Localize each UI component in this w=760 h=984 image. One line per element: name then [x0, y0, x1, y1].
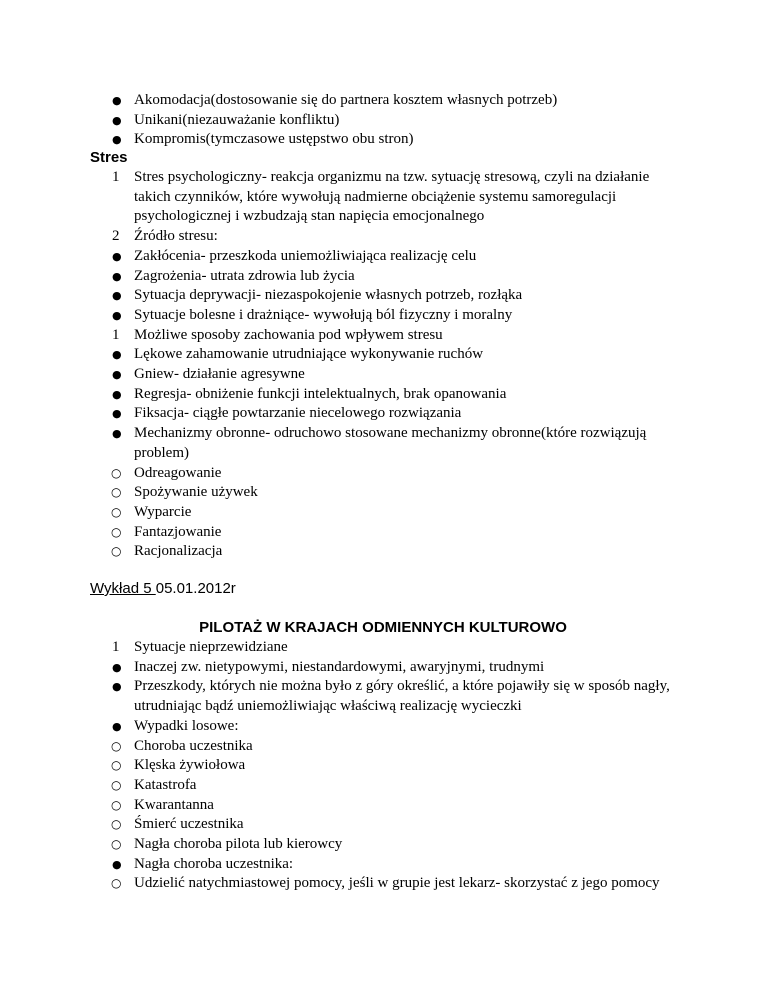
bullet-icon: ● [112, 289, 122, 303]
bullet-icon: ● [112, 857, 122, 871]
bullet-icon: ● [112, 660, 122, 674]
list-item-text: Sytuacja deprywacji- niezaspokojenie własnych potrzeb, rozłąka [134, 287, 523, 304]
list-item-text: Gniew- działanie agresywne [134, 366, 305, 383]
list-item [0, 286, 760, 306]
bullet-icon: ● [112, 113, 122, 127]
list-item [0, 796, 760, 816]
list-item [0, 737, 760, 757]
list-item-text: Śmierć uczestnika [134, 816, 244, 833]
list-item-text: Źródło stresu: [134, 228, 218, 245]
bullet-icon: ● [112, 94, 122, 107]
list-item-text: Racjonalizacja [134, 543, 223, 560]
list-item-text: Fiksacja- ciągłe powtarzanie niecelowego rozwiązania [134, 405, 462, 422]
lecture-date-value: 05.01.2012r [155, 580, 236, 597]
list-item [0, 542, 760, 562]
bullet-icon: ● [112, 348, 122, 362]
bullet-icon: ● [112, 368, 122, 382]
list-item [0, 91, 760, 111]
bullet-icon: ● [112, 249, 122, 263]
stres-heading: Stres [90, 149, 128, 166]
list-item [0, 365, 760, 385]
list-item [0, 464, 760, 484]
list-item [0, 267, 760, 287]
list-item-text: Inaczej zw. nietypowymi, niestandardowymi, awaryjnymi, trudnymi [134, 658, 545, 675]
list-item-text: Udzielić natychmiastowej pomocy, jeśli w grupie jest lekarz- skorzystać z jego pomocy [134, 875, 660, 892]
hollow-bullet-icon: ○ [111, 777, 122, 792]
list-item [0, 658, 760, 678]
list-item [0, 756, 760, 776]
list-item-text: Klęska żywiołowa [134, 757, 246, 774]
list-item [0, 815, 760, 835]
list-item-text: Lękowe zahamowanie utrudniające wykonywanie ruchów [134, 346, 484, 363]
section-title: PILOTAŻ W KRAJACH ODMIENNYCH KULTUROWO [199, 619, 567, 636]
hollow-bullet-icon: ○ [111, 465, 122, 480]
stres-list [0, 168, 760, 562]
list-item-text: Regresja- obniżenie funkcji intelektualnych, brak opanowania [134, 385, 507, 402]
list-item [0, 638, 760, 658]
hollow-bullet-icon: ○ [111, 817, 122, 832]
lecture-label: Wykład 5 [90, 580, 156, 597]
list-item-text: Zakłócenia- przeszkoda uniemożliwiająca realizację celu [134, 247, 477, 264]
bullet-icon: ● [112, 308, 122, 322]
list-item-text: Kompromis(tymczasowe ustępstwo obu stron) [134, 131, 414, 148]
list-item-text: Nagła choroba pilota lub kierowcy [134, 836, 343, 853]
list-item [0, 345, 760, 365]
list-item [0, 424, 760, 463]
list-item [0, 168, 760, 227]
list-item [0, 677, 760, 716]
list-item-text: Katastrofa [134, 776, 197, 793]
hollow-bullet-icon: ○ [111, 544, 122, 559]
list-item [0, 385, 760, 405]
hollow-bullet-icon: ○ [111, 738, 122, 753]
lecture-date [90, 580, 236, 597]
hollow-bullet-icon: ○ [111, 797, 122, 812]
top-list [0, 91, 760, 150]
bullet-icon: ● [112, 427, 122, 441]
hollow-bullet-icon: ○ [111, 876, 122, 891]
list-item-text: Unikani(niezauważanie konfliktu) [134, 111, 340, 128]
list-item [0, 130, 760, 150]
list-item [0, 227, 760, 247]
list-item-text: Spożywanie używek [134, 484, 258, 501]
list-item [0, 717, 760, 737]
list-item-text: Odreagowanie [134, 464, 222, 481]
list-item-text: Wypadki losowe: [134, 717, 239, 734]
list-item-text: Zagrożenia- utrata zdrowia lub życia [134, 267, 355, 284]
list-item [0, 855, 760, 875]
list-item [0, 483, 760, 503]
bullet-icon: ● [112, 407, 122, 421]
list-item [0, 523, 760, 543]
number-marker: 1 [112, 326, 120, 343]
list-item-text: Fantazjowanie [134, 523, 222, 540]
bullet-icon: ● [112, 680, 122, 694]
list-item-text: Akomodacja(dostosowanie się do partnera kosztem własnych potrzeb) [134, 92, 558, 108]
hollow-bullet-icon: ○ [111, 758, 122, 773]
bullet-icon: ● [112, 387, 122, 401]
list-item [0, 247, 760, 267]
list-item [0, 776, 760, 796]
hollow-bullet-icon: ○ [111, 504, 122, 519]
bullet-icon: ● [112, 269, 122, 283]
hollow-bullet-icon: ○ [111, 485, 122, 500]
list-item-text: Mechanizmy obronne- odruchowo stosowane mechanizmy obronne(które rozwiązują problem) [134, 425, 647, 461]
number-marker: 1 [112, 639, 120, 655]
pilot-list [0, 638, 760, 894]
list-item [0, 111, 760, 131]
list-item-text: Kwarantanna [134, 796, 214, 813]
list-item-text: Choroba uczestnika [134, 737, 253, 754]
list-item [0, 835, 760, 855]
number-marker: 1 [112, 169, 120, 185]
list-item [0, 503, 760, 523]
list-item-text: Sytuacje bolesne i drażniące- wywołują ból fizyczny i moralny [134, 306, 513, 323]
bullet-icon: ● [112, 719, 122, 733]
list-item-text: Wyparcie [134, 503, 192, 520]
list-item [0, 306, 760, 326]
bullet-icon: ● [112, 133, 122, 147]
list-item-text: Możliwe sposoby zachowania pod wpływem stresu [134, 326, 443, 343]
list-item-text: Nagła choroba uczestnika: [134, 855, 294, 872]
list-item [0, 874, 760, 894]
hollow-bullet-icon: ○ [111, 524, 122, 539]
list-item-text: Stres psychologiczny- reakcja organizmu na tzw. sytuację stresową, czyli na działanie takich czynników, które wywołują nadmierne obciążenie systemu samoregulacji psychologicznej i wzbudzają stan napięcia emocjonalnego [134, 169, 650, 225]
hollow-bullet-icon: ○ [111, 837, 122, 852]
list-item-text: Sytuacje nieprzewidziane [134, 639, 288, 655]
number-marker: 2 [112, 228, 120, 245]
list-item [0, 404, 760, 424]
list-item [0, 326, 760, 346]
list-item-text: Przeszkody, których nie można było z góry określić, a które pojawiły się w sposób nagły, utrudniając bądź uniemożliwiając właściwą realizację wycieczki [134, 678, 670, 715]
